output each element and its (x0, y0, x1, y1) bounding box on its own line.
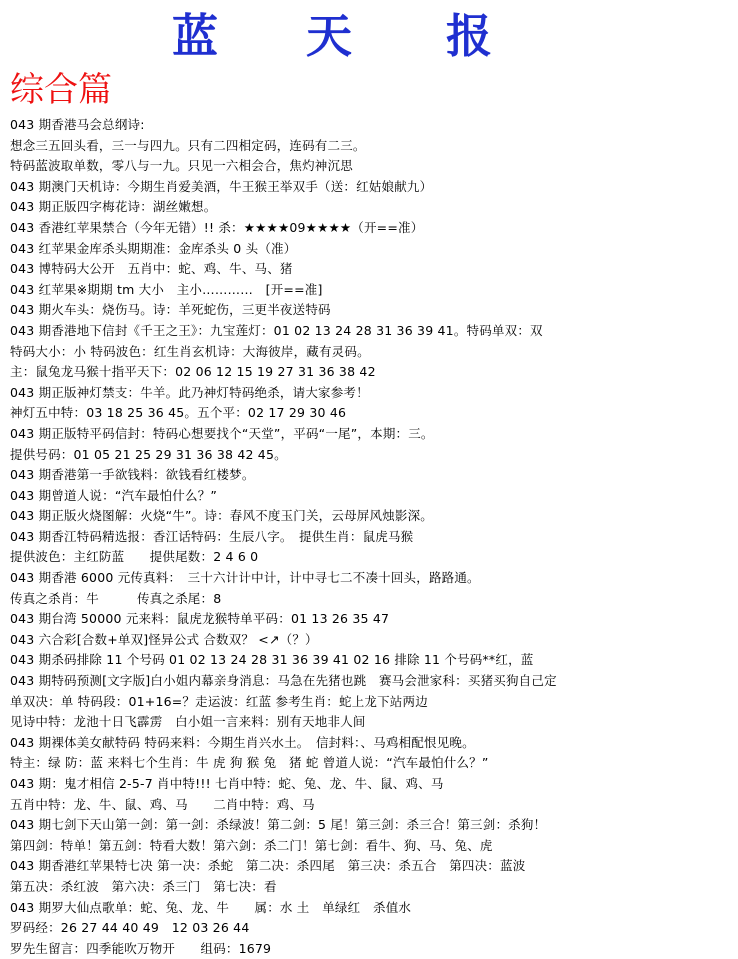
content-line: 043 期香江特码精选报：香江话特码：生辰八字。 提供生肖：鼠虎马猴 (10, 528, 414, 544)
content-line: 043 期正版神灯禁支：牛羊。此乃神灯特码绝杀，请大家参考！ (10, 384, 369, 400)
masthead-char-2: 天 (306, 9, 352, 63)
content-line: 043 期香港 6000 元传真料： 三十六计计中计，计中寻七二不凑十回头，路路通。 (10, 570, 480, 586)
content-line: 043 香港红苹果禁合（今年无错）!! 杀：★★★★09★★★★（开==准） (10, 219, 424, 235)
content-line: 主：鼠兔龙马猴十指平天下：02 06 12 15 19 27 31 36 38 42 (10, 364, 376, 380)
content-line: 043 期：鬼才相信 2-5-7 肖中特!!! 七肖中特：蛇、兔、龙、牛、鼠、鸡、马 (10, 776, 444, 791)
content-line: 特主：绿 防：蓝 来料七个生肖：牛 虎 狗 猴 兔 猪 蛇 曾道人说：“汽车最怕什么？” (10, 755, 489, 771)
content-line: 第四剑：特单！第五剑：特看大数！第六剑：杀二门！第七剑：看牛、狗、马、兔、虎 (10, 837, 493, 853)
content-lines (10, 115, 734, 959)
content-line: 特码大小：小 特码波色：红生肖玄机诗：大海彼岸，藏有灵码。 (10, 343, 370, 359)
content-line: 第五决：杀红波 第六决：杀三门 第七决：看 (10, 878, 277, 894)
content-line: 043 期香港红苹果特七决 第一决：杀蛇 第二决：杀四尾 第三决：杀五合 第四决：蓝波 (10, 858, 526, 874)
content-line: 043 期正版特平码信封：特码心想要找个“天堂”，平码“一尾”，本期：三。 (10, 425, 434, 441)
content-line: 单双决：单 特码段：01+16=？走运波：红蓝 参考生肖：蛇上龙下站两边 (10, 693, 428, 709)
content-line: 043 期香港第一手欲钱料：欲钱看红楼梦。 (10, 467, 255, 483)
content-line: 043 期裸体美女献特码 特码来料：今期生肖兴水土。 信封料：、马鸡相配恨见晚。 (10, 734, 475, 750)
content-line: 神灯五中特：03 18 25 36 45。五个平：02 17 29 30 46 (10, 405, 347, 421)
content-line: 043 期曾道人说：“汽车最怕什么？” (10, 487, 218, 503)
content-line: 043 期特码预测[文字版]白小姐内幕亲身消息：马急在先猪也跳 赛马会泄家科：买猪买狗自己定 (10, 673, 557, 689)
content-line: 043 期台湾 50000 元来料：鼠虎龙猴特单平码：01 13 26 35 47 (10, 611, 390, 627)
content-line: 043 红苹果※期期 tm 大小 主小………… [开==准] (10, 281, 323, 297)
content-line: 043 期香港地下信封《千王之王》：九宝莲灯：01 02 13 24 28 31 36 39 41。特码单双：双 (10, 322, 543, 338)
content-line: 见诗中特：龙池十日飞霹雳 白小姐一言来料：别有天地非人间 (10, 714, 366, 730)
content-line: 罗码经：26 27 44 40 49 12 03 26 44 (10, 920, 250, 936)
content-line: 提供号码：01 05 21 25 29 31 36 38 42 45。 (10, 446, 287, 462)
content-line: 五肖中特：龙、牛、鼠、鸡、马 二肖中特：鸡、马 (10, 796, 315, 812)
content-line: 想念三五回头看，三一与四九。只有二四相定码，连码有二三。 (10, 137, 366, 153)
masthead-char-1: 蓝 (172, 9, 218, 63)
content-line: 043 期火车头：烧伤马。诗：羊死蛇伤，三更半夜送特码 (10, 302, 331, 318)
content-line: 罗先生留言：四季能吹万物开 组码：1679 (10, 940, 272, 956)
content-line: 043 六合彩[合数+单双]怪异公式 合数双？ <↗（？） (10, 631, 318, 647)
content-line: 043 博特码大公开 五肖中：蛇、鸡、牛、马、猪 (10, 261, 293, 277)
content-line: 传真之杀肖：牛 传真之杀尾：8 (10, 590, 222, 606)
content-line: 043 期正版四字梅花诗：湖丝嫩想。 (10, 199, 217, 215)
masthead-char-3: 报 (446, 9, 492, 63)
content-line: 043 期七剑下天山第一剑：第一剑：杀绿波！第二剑：5 尾！第三剑：杀三合！第三剑：杀狗！ (10, 817, 547, 833)
content-line: 特码蓝波取单数，零八与一九。只见一六相会合，焦灼神沉思 (10, 158, 353, 174)
content-line: 043 红苹果金库杀头期期准：金库杀头 0 头（准） (10, 240, 297, 256)
content-line: 043 期罗大仙点歌单：蛇、兔、龙、牛 属：水 土 单绿红 杀值水 (10, 899, 412, 915)
content-line: 043 期澳门天机诗：今期生肖爱美酒，牛王猴王举双手（送：红姑娘献九） (10, 178, 433, 194)
content-line: 提供波色：主红防蓝 提供尾数：2 4 6 0 (10, 549, 259, 565)
content-line: 043 期正版火烧图解：火烧“牛”。诗：春风不度玉门关，云母屏风烛影深。 (10, 508, 433, 524)
section-title: 综合篇 (10, 70, 112, 110)
content-line: 043 期香港马会总纲诗: (10, 117, 145, 132)
masthead (0, 8, 738, 64)
content-line: 043 期杀码排除 11 个号码 01 02 13 24 28 31 36 39 41 02 16 排除 11 个号码**红，蓝 (10, 652, 534, 668)
